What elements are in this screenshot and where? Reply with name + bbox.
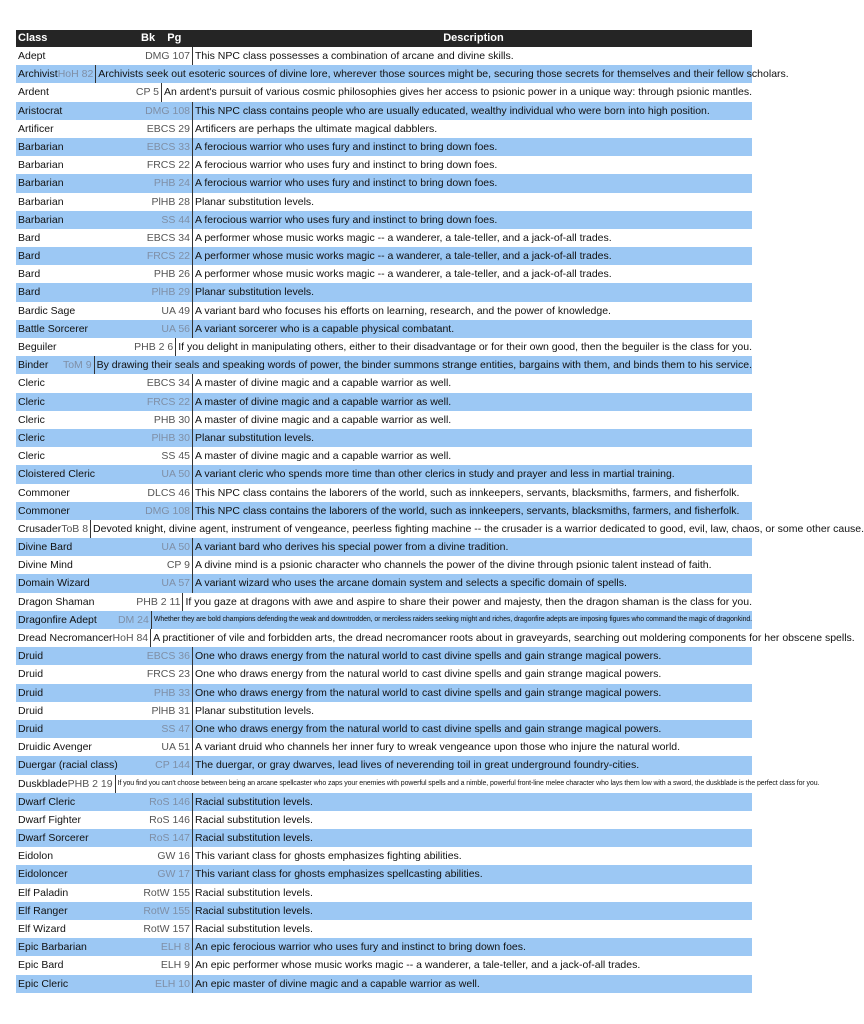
description-cell: A master of divine magic and a capable warrior as well. — [195, 450, 452, 463]
class-cell: Elf Wizard — [18, 923, 66, 935]
class-cell: Dwarf Fighter — [18, 813, 82, 826]
class-cell: Barbarian — [18, 213, 64, 226]
description-cell: An ardent's pursuit of various cosmic philosophies gives her access to psionic power in a unique way: through psionic mantles. — [164, 86, 752, 99]
table-row[interactable] — [16, 174, 752, 192]
description-cell: A variant sorcerer who is a capable physical combatant. — [195, 322, 455, 335]
description-cell: One who draws energy from the natural world to cast divine spells and gain strange magical powers. — [195, 668, 662, 681]
book-page-cell: EBCS 36 — [131, 647, 193, 665]
description-cell: This variant class for ghosts emphasizes fighting abilities. — [195, 850, 462, 863]
class-cell: Dwarf Cleric — [18, 795, 76, 808]
class-cell: Dwarf Sorcerer — [18, 832, 89, 845]
description-cell: An epic master of divine magic and a capable warrior as well. — [195, 977, 480, 990]
book-page-cell: UA 50 — [131, 465, 193, 483]
class-cell: Druid — [18, 668, 44, 681]
book-page-cell: FRCS 22 — [131, 393, 193, 411]
book-page-cell: RoS 146 — [131, 793, 193, 811]
book-page-cell: PHB 2 19 — [68, 775, 116, 793]
description-cell: This NPC class contains people who are usually educated, wealthy individual who were born into high position. — [195, 104, 710, 117]
class-cell: Bardic Sage — [18, 304, 76, 317]
description-cell: This NPC class contains the laborers of the world, such as innkeepers, servants, blacksmiths, farmers, and fisherfolk. — [195, 504, 740, 517]
table-row[interactable] — [16, 83, 752, 101]
book-page-cell: DLCS 46 — [131, 484, 193, 502]
description-cell: A ferocious warrior who uses fury and instinct to bring down foes. — [195, 159, 498, 172]
header-book: Bk — [141, 32, 156, 44]
description-cell: Devoted knight, divine agent, instrument of vengeance, peerless fighting machine -- the crusader is a warrior dedicated to good, evil, law, chaos, or some other cause. — [93, 522, 864, 535]
description-cell: If you delight in manipulating others, either to their disadvantage or for their own good, then the beguiler is the class for you. — [178, 341, 752, 353]
class-cell: Duergar (racial class) — [18, 759, 118, 772]
book-page-cell: SS 44 — [131, 211, 193, 229]
book-page-cell: ELH 9 — [131, 956, 193, 974]
table-row[interactable] — [16, 393, 752, 411]
description-cell: An epic ferocious warrior who uses fury and instinct to bring down foes. — [195, 941, 526, 954]
book-page-cell: EBCS 29 — [131, 120, 193, 138]
class-cell: Barbarian — [18, 177, 64, 190]
table-row[interactable] — [16, 902, 752, 920]
book-page-cell: FRCS 22 — [131, 156, 193, 174]
book-page-cell: CP 9 — [131, 556, 193, 574]
table-row[interactable] — [16, 429, 752, 447]
book-page-cell: UA 50 — [131, 538, 193, 556]
class-cell: Divine Bard — [18, 541, 73, 554]
class-cell: Battle Sorcerer — [18, 322, 89, 335]
table-row[interactable] — [16, 247, 752, 265]
table-body — [16, 47, 864, 993]
header-page: Pg — [167, 32, 182, 44]
book-page-cell: UA 49 — [131, 302, 193, 320]
description-cell: Racial substitution levels. — [195, 886, 313, 899]
description-cell: Whether they are bold champions defending the weak and downtrodden, or merciless raiders seeking might and riches, dragonfire adepts are imposing figures who command the magic of dragonkind. — [153, 615, 752, 623]
description-cell: Planar substitution levels. — [195, 431, 315, 444]
table-row[interactable] — [16, 447, 752, 465]
book-page-cell: CP 5 — [111, 83, 162, 101]
book-page-cell: ELH 10 — [131, 975, 193, 993]
description-cell: A performer whose music works magic -- a wanderer, a tale-teller, and a jack-of-all trades. — [195, 268, 612, 281]
book-page-cell: SS 47 — [131, 720, 193, 738]
class-cell: Archivist — [18, 68, 58, 81]
book-page-cell: PHB 24 — [131, 174, 193, 192]
book-page-cell: PHB 2 6 — [120, 338, 176, 356]
description-cell: Planar substitution levels. — [195, 704, 315, 717]
header-book-page[interactable] — [131, 30, 193, 47]
description-cell: A master of divine magic and a capable warrior as well. — [195, 395, 452, 408]
table-row[interactable] — [16, 793, 752, 811]
class-cell: Bard — [18, 231, 41, 244]
class-cell: Domain Wizard — [18, 577, 90, 590]
description-cell: This NPC class contains the laborers of the world, such as innkeepers, servants, blacksmiths, farmers, and fisherfolk. — [195, 486, 740, 499]
table-row[interactable] — [16, 229, 752, 247]
description-cell: Racial substitution levels. — [195, 904, 313, 917]
class-cell: Druid — [18, 722, 44, 735]
table-row[interactable] — [16, 775, 820, 793]
book-page-cell: PlHB 30 — [131, 429, 193, 447]
table-row[interactable] — [16, 847, 752, 865]
book-page-cell: FRCS 23 — [131, 665, 193, 683]
book-page-cell: RoS 147 — [131, 829, 193, 847]
class-cell: Barbarian — [18, 140, 64, 153]
description-cell: A ferocious warrior who uses fury and instinct to bring down foes. — [195, 213, 498, 226]
table-row[interactable] — [16, 738, 752, 756]
description-cell: A variant druid who channels her inner fury to wreak vengeance upon those who injure the natural world. — [195, 741, 681, 754]
table-row[interactable] — [16, 665, 752, 683]
table-row[interactable] — [16, 684, 752, 702]
class-cell: Dragonfire Adept — [18, 613, 97, 626]
class-cell: Adept — [18, 50, 46, 62]
book-page-cell: UA 56 — [131, 320, 193, 338]
description-cell: One who draws energy from the natural world to cast divine spells and gain strange magical powers. — [195, 650, 662, 663]
class-cell: Artificer — [18, 122, 54, 135]
description-cell: Planar substitution levels. — [195, 286, 315, 299]
book-page-cell: PHB 26 — [131, 265, 193, 283]
description-cell: A master of divine magic and a capable warrior as well. — [195, 413, 452, 426]
book-page-cell: HoH 84 — [113, 629, 152, 647]
table-row[interactable] — [16, 211, 752, 229]
class-cell: Divine Mind — [18, 559, 73, 572]
description-cell: A variant cleric who spends more time than other clerics in study and prayer and less in martial training. — [195, 468, 675, 481]
table-row[interactable] — [16, 156, 752, 174]
book-page-cell: ToB 8 — [61, 520, 91, 538]
table-row[interactable] — [16, 374, 752, 392]
description-cell: One who draws energy from the natural world to cast divine spells and gain strange magical powers. — [195, 722, 662, 735]
book-page-cell: PlHB 28 — [131, 193, 193, 211]
class-cell: Duskblade — [18, 777, 68, 790]
description-cell: A ferocious warrior who uses fury and instinct to bring down foes. — [195, 177, 498, 190]
description-cell: Racial substitution levels. — [195, 923, 313, 935]
table-row[interactable] — [16, 647, 752, 665]
table-row[interactable] — [16, 611, 752, 629]
class-cell: Cleric — [18, 377, 45, 390]
book-page-cell: RotW 155 — [131, 884, 193, 902]
book-page-cell: SS 45 — [131, 447, 193, 465]
table-row[interactable] — [16, 629, 855, 647]
class-cell: Eidolon — [18, 850, 54, 863]
table-row[interactable] — [16, 484, 752, 502]
book-page-cell: RotW 157 — [131, 920, 193, 938]
book-page-cell: EBCS 33 — [131, 138, 193, 156]
class-cell: Commoner — [18, 486, 70, 499]
class-cell: Beguiler — [18, 341, 57, 353]
header-description[interactable]: Description — [443, 32, 504, 44]
table-row[interactable] — [16, 811, 752, 829]
table-row[interactable] — [16, 756, 752, 774]
book-page-cell: DMG 107 — [131, 47, 193, 65]
description-cell: A practitioner of vile and forbidden arts, the dread necromancer roots about in graveyards, searching out moldering components for her obscene spells. — [153, 632, 855, 644]
description-cell: If you find you can't choose between being an arcane spellcaster who zaps your enemies with powerful spells and a nimble, powerful front-line melee character who lays them low with a sword, the duskblade is the perfect class for you. — [117, 779, 820, 787]
description-cell: This NPC class possesses a combination of arcane and divine skills. — [195, 50, 514, 62]
table-row[interactable] — [16, 47, 752, 65]
book-page-cell: ELH 8 — [131, 938, 193, 956]
class-table — [16, 30, 864, 993]
description-cell: Planar substitution levels. — [195, 195, 315, 208]
book-page-cell: UA 57 — [131, 574, 193, 592]
class-cell: Barbarian — [18, 159, 64, 172]
book-page-cell: FRCS 22 — [131, 247, 193, 265]
table-row[interactable] — [16, 120, 752, 138]
book-page-cell: PHB 2 11 — [125, 593, 184, 611]
class-cell: Epic Bard — [18, 959, 64, 972]
header-class[interactable]: Class — [18, 32, 48, 44]
book-page-cell: EBCS 34 — [131, 229, 193, 247]
book-page-cell: GW 17 — [131, 865, 193, 883]
description-cell: Racial substitution levels. — [195, 832, 313, 845]
book-page-cell: RotW 155 — [131, 902, 193, 920]
book-page-cell: DMG 108 — [131, 102, 193, 120]
book-page-cell: CP 144 — [131, 756, 193, 774]
description-cell: A variant bard who derives his special power from a divine tradition. — [195, 541, 509, 554]
class-cell: Cleric — [18, 395, 45, 408]
table-row[interactable] — [16, 956, 752, 974]
description-cell: A ferocious warrior who uses fury and instinct to bring down foes. — [195, 140, 498, 153]
table-header — [16, 30, 752, 47]
table-row[interactable] — [16, 265, 752, 283]
class-cell: Dread Necromancer — [18, 632, 113, 644]
class-cell: Barbarian — [18, 195, 64, 208]
class-cell: Cloistered Cleric — [18, 468, 96, 481]
table-row[interactable] — [16, 283, 752, 301]
class-cell: Cleric — [18, 413, 45, 426]
table-row[interactable] — [16, 593, 752, 611]
description-cell: The duergar, or gray dwarves, lead lives of neverending toil in great underground foundry-cities. — [195, 759, 640, 772]
table-row[interactable] — [16, 920, 752, 938]
class-cell: Commoner — [18, 504, 70, 517]
description-cell: A master of divine magic and a capable warrior as well. — [195, 377, 452, 390]
table-row[interactable] — [16, 65, 789, 83]
table-row[interactable] — [16, 411, 752, 429]
description-cell: Racial substitution levels. — [195, 813, 313, 826]
class-cell: Bard — [18, 250, 41, 263]
table-row[interactable] — [16, 338, 752, 356]
book-page-cell: HoH 82 — [58, 65, 97, 83]
description-cell: A variant wizard who uses the arcane domain system and selects a specific domain of spells. — [195, 577, 627, 590]
book-page-cell: PHB 33 — [131, 684, 193, 702]
table-row[interactable] — [16, 884, 752, 902]
class-cell: Binder — [18, 359, 49, 372]
table-row[interactable] — [16, 502, 752, 520]
class-cell: Druid — [18, 704, 44, 717]
description-cell: Artificers are perhaps the ultimate magical dabblers. — [195, 122, 438, 135]
description-cell: If you gaze at dragons with awe and aspire to share their power and majesty, then the dragon shaman is the class for you. — [185, 595, 752, 608]
table-row[interactable] — [16, 975, 752, 993]
book-page-cell: DMG 108 — [131, 502, 193, 520]
class-cell: Druid — [18, 650, 44, 663]
description-cell: A divine mind is a psionic character who channels the power of the divine through psionic talent instead of faith. — [195, 559, 712, 572]
class-cell: Druid — [18, 686, 44, 699]
description-cell: Archivists seek out esoteric sources of divine lore, wherever those sources might be, securing those secrets for themselves and their fellow scholars. — [98, 68, 789, 81]
description-cell: A performer whose music works magic -- a wanderer, a tale-teller, and a jack-of-all trades. — [195, 231, 612, 244]
class-cell: Dragon Shaman — [18, 595, 95, 608]
class-cell: Epic Barbarian — [18, 941, 87, 954]
table-row[interactable] — [16, 302, 752, 320]
table-row[interactable] — [16, 702, 752, 720]
book-page-cell: EBCS 34 — [131, 374, 193, 392]
class-cell: Elf Ranger — [18, 904, 68, 917]
table-row[interactable] — [16, 720, 752, 738]
description-cell: By drawing their seals and speaking words of power, the binder summons strange entities, bargains with them, and binds them to his service. — [96, 359, 752, 372]
table-row[interactable] — [16, 465, 752, 483]
class-cell: Bard — [18, 268, 41, 281]
book-page-cell: GW 16 — [131, 847, 193, 865]
table-row[interactable] — [16, 520, 864, 538]
class-cell: Eidoloncer — [18, 868, 68, 881]
class-cell: Cleric — [18, 450, 45, 463]
class-cell: Epic Cleric — [18, 977, 69, 990]
table-row[interactable] — [16, 102, 752, 120]
description-cell: An epic performer whose music works magic -- a wanderer, a tale-teller, and a jack-of-all trades. — [195, 959, 641, 972]
table-row[interactable] — [16, 865, 752, 883]
table-row[interactable] — [16, 538, 752, 556]
table-row[interactable] — [16, 574, 752, 592]
table-row[interactable] — [16, 138, 752, 156]
class-cell: Elf Paladin — [18, 886, 69, 899]
description-cell: One who draws energy from the natural world to cast divine spells and gain strange magical powers. — [195, 686, 662, 699]
book-page-cell: DM 24 — [104, 611, 152, 629]
book-page-cell: PlHB 29 — [131, 283, 193, 301]
table-row[interactable] — [16, 556, 752, 574]
book-page-cell: PHB 30 — [131, 411, 193, 429]
class-cell: Druidic Avenger — [18, 741, 92, 754]
table-row[interactable] — [16, 829, 752, 847]
table-row[interactable] — [16, 193, 752, 211]
book-page-cell: PlHB 31 — [131, 702, 193, 720]
book-page-cell: UA 51 — [131, 738, 193, 756]
class-cell: Ardent — [18, 86, 49, 99]
class-cell: Cleric — [18, 431, 45, 444]
description-cell: A variant bard who focuses his efforts on learning, research, and the power of knowledge. — [195, 304, 611, 317]
book-page-cell: RoS 146 — [131, 811, 193, 829]
table-row[interactable] — [16, 938, 752, 956]
book-page-cell: ToM 9 — [63, 356, 95, 374]
description-cell: Racial substitution levels. — [195, 795, 313, 808]
class-cell: Crusader — [18, 522, 62, 535]
table-row[interactable] — [16, 320, 752, 338]
description-cell: This variant class for ghosts emphasizes spellcasting abilities. — [195, 868, 483, 881]
class-cell: Bard — [18, 286, 41, 299]
table-row[interactable] — [16, 356, 752, 374]
description-cell: A performer whose music works magic -- a wanderer, a tale-teller, and a jack-of-all trades. — [195, 250, 612, 263]
class-cell: Aristocrat — [18, 104, 63, 117]
